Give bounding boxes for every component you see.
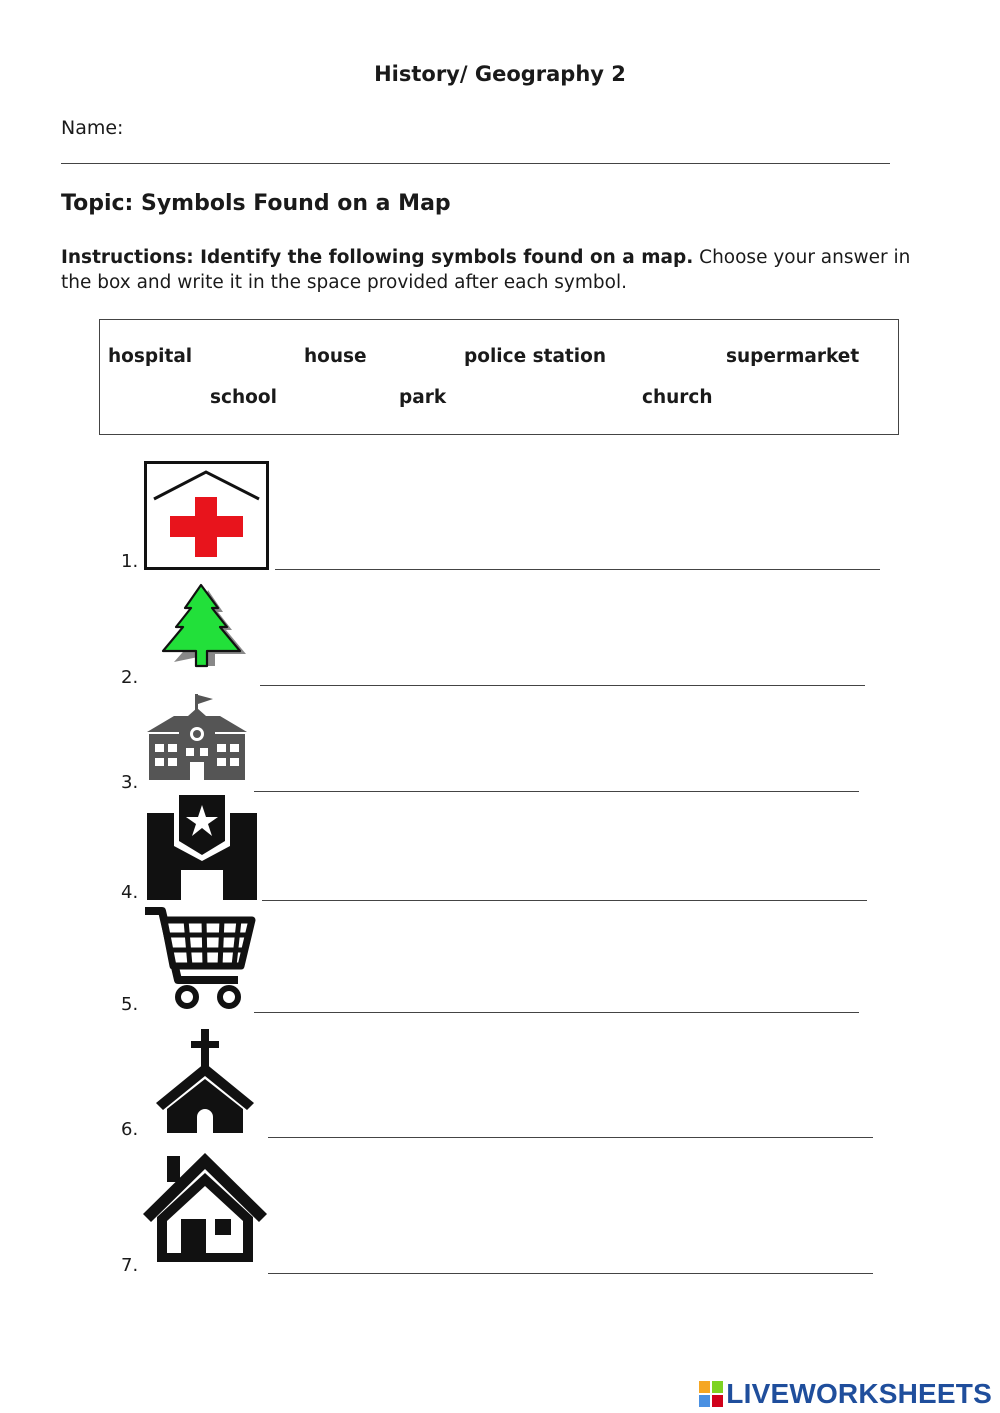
item-number: 1. xyxy=(121,551,139,572)
police-station-icon xyxy=(145,793,259,901)
word-bank-item: supermarket xyxy=(726,346,860,367)
word-bank-item: hospital xyxy=(108,346,193,367)
shopping-cart-icon xyxy=(142,906,256,1010)
name-input-line[interactable] xyxy=(61,163,890,164)
instructions-normal: Choose your answer in the box and write it in the space provided after each symbol. xyxy=(61,247,911,293)
item-number: 4. xyxy=(121,882,139,903)
church-icon xyxy=(154,1029,256,1135)
item-number: 3. xyxy=(121,772,139,793)
word-bank-item: park xyxy=(399,387,447,408)
brand-name: LIVEWORKSHEETS xyxy=(726,1378,992,1409)
instructions xyxy=(61,245,911,295)
word-bank-item: house xyxy=(304,346,367,367)
answer-line[interactable] xyxy=(268,1137,873,1138)
item-number: 6. xyxy=(121,1119,139,1140)
instructions-bold: Instructions: Identify the following symbols found on a map. xyxy=(61,247,694,268)
answer-line[interactable] xyxy=(262,900,867,901)
item-number: 7. xyxy=(121,1255,139,1276)
answer-line[interactable] xyxy=(254,1012,859,1013)
word-bank-item: police station xyxy=(464,346,606,367)
worksheet-title: History/ Geography 2 xyxy=(374,62,626,86)
house-icon xyxy=(141,1151,269,1263)
answer-line[interactable] xyxy=(260,685,865,686)
answer-line[interactable] xyxy=(275,569,880,570)
liveworksheets-logo-icon xyxy=(699,1381,723,1407)
answer-line[interactable] xyxy=(254,791,859,792)
hospital-icon xyxy=(144,461,269,570)
school-building-icon xyxy=(146,694,248,782)
word-bank-item: school xyxy=(210,387,277,408)
name-label: Name: xyxy=(61,117,124,139)
liveworksheets-brand xyxy=(699,1378,992,1410)
topic-heading: Topic: Symbols Found on a Map xyxy=(61,191,451,216)
word-bank-box xyxy=(99,319,899,435)
item-number: 2. xyxy=(121,667,139,688)
item-number: 5. xyxy=(121,994,139,1015)
answer-line[interactable] xyxy=(268,1273,873,1274)
word-bank-item: church xyxy=(642,387,713,408)
tree-icon xyxy=(160,582,252,672)
